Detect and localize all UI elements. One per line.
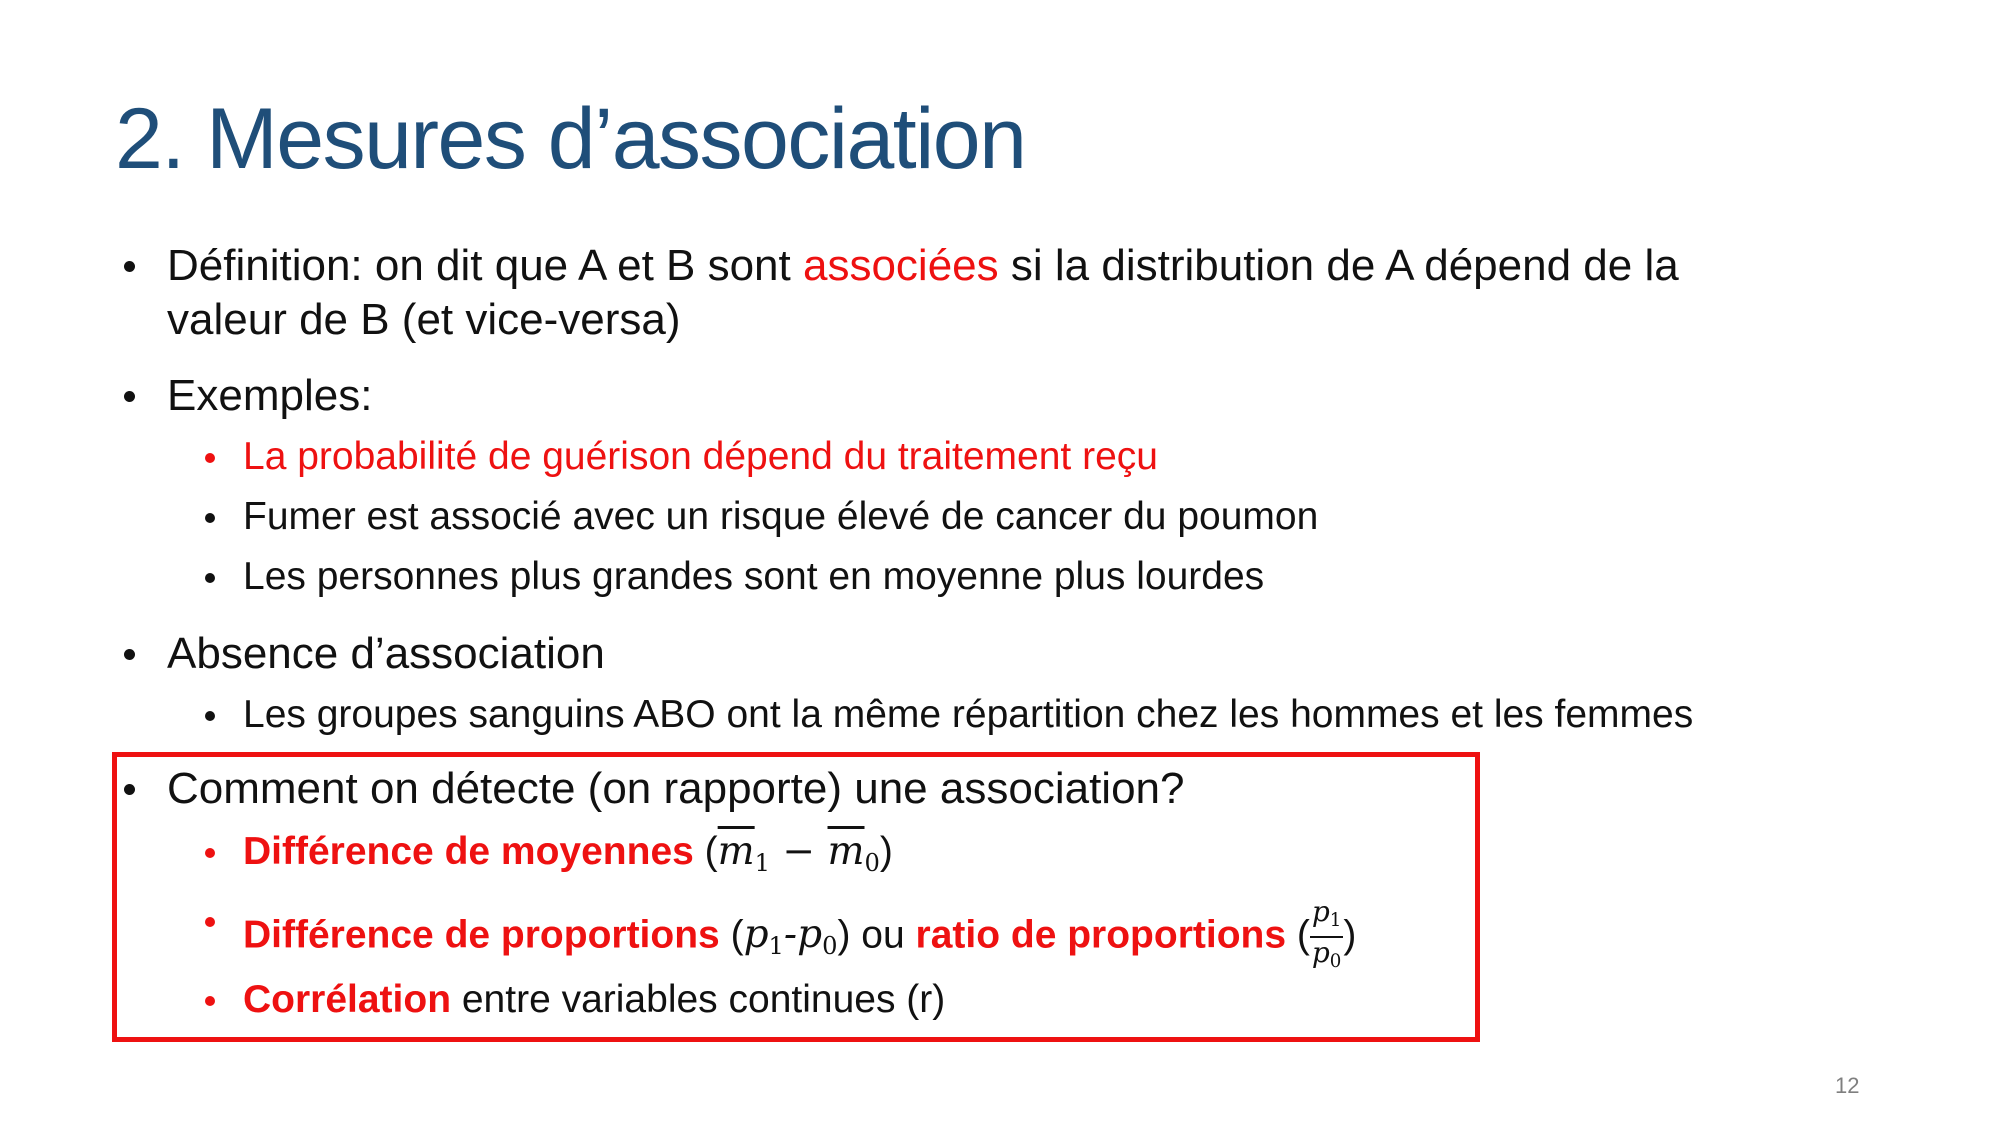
proportion-difference-formula: $p_1-p_0$ [743, 912, 838, 961]
bullet-dot [124, 391, 135, 402]
ratio-label: ratio de proportions [915, 913, 1287, 957]
absence-label: Absence d’association [167, 629, 605, 678]
or-text: ou [850, 913, 916, 957]
bullet-dot [124, 784, 135, 795]
ratio-fraction: $\frac{p_1}{p_0}$ [1311, 895, 1342, 973]
definition-line-2: valeur de B (et vice-versa) [167, 295, 681, 344]
bullet-dot [205, 513, 215, 523]
bullet-dot [205, 453, 215, 463]
bullet-dot [124, 261, 135, 272]
bullet-dot [124, 649, 135, 660]
bullet-dot [205, 573, 215, 583]
correlation-rest: entre variables continues (r) [451, 978, 946, 1021]
detection-label: Comment on détecte (on rapporte) une association? [167, 764, 1185, 813]
mean-difference-text: Différence de moyennes $(\overline{m}_1 - \overline{m}_0)$ [243, 829, 893, 877]
examples-label: Exemples: [167, 371, 373, 420]
slide-title: 2. Mesures d’association [115, 91, 1026, 187]
correlation-text [243, 976, 945, 1024]
proportion-difference-label: Différence de proportions [243, 913, 720, 957]
bullet-dot [205, 848, 215, 858]
correlation-label: Corrélation [243, 978, 452, 1021]
absence-text: Les groupes sanguins ABO ont la même répartition chez les hommes et les femmes [243, 693, 1694, 736]
proportions-text: Différence de proportions $(p_1-p_0)$ ou ratio de proportions ( $\frac{p_1}{p_0}$ ) [243, 897, 1356, 977]
mean-difference-formula: $\overline{m}_1 - \overline{m}_0$ [717, 829, 880, 877]
definition-text-post: si la distribution de A dépend de la [998, 241, 1679, 290]
definition-line-1 [167, 239, 1679, 293]
page-number: 12 [1835, 1073, 1860, 1098]
example-text: Les personnes plus grandes sont en moyenne plus lourdes [243, 555, 1265, 598]
definition-text-pre: Définition: on dit que A et B sont [167, 241, 803, 290]
bullet-dot [205, 996, 215, 1006]
bullet-dot [205, 917, 215, 927]
definition-highlight: associées [802, 241, 999, 290]
mean-difference-label: Différence de moyennes [243, 830, 694, 873]
example-text: Fumer est associé avec un risque élevé de cancer du poumon [243, 495, 1319, 538]
example-text: La probabilité de guérison dépend du traitement reçu [243, 435, 1158, 478]
bullet-dot [205, 711, 215, 721]
